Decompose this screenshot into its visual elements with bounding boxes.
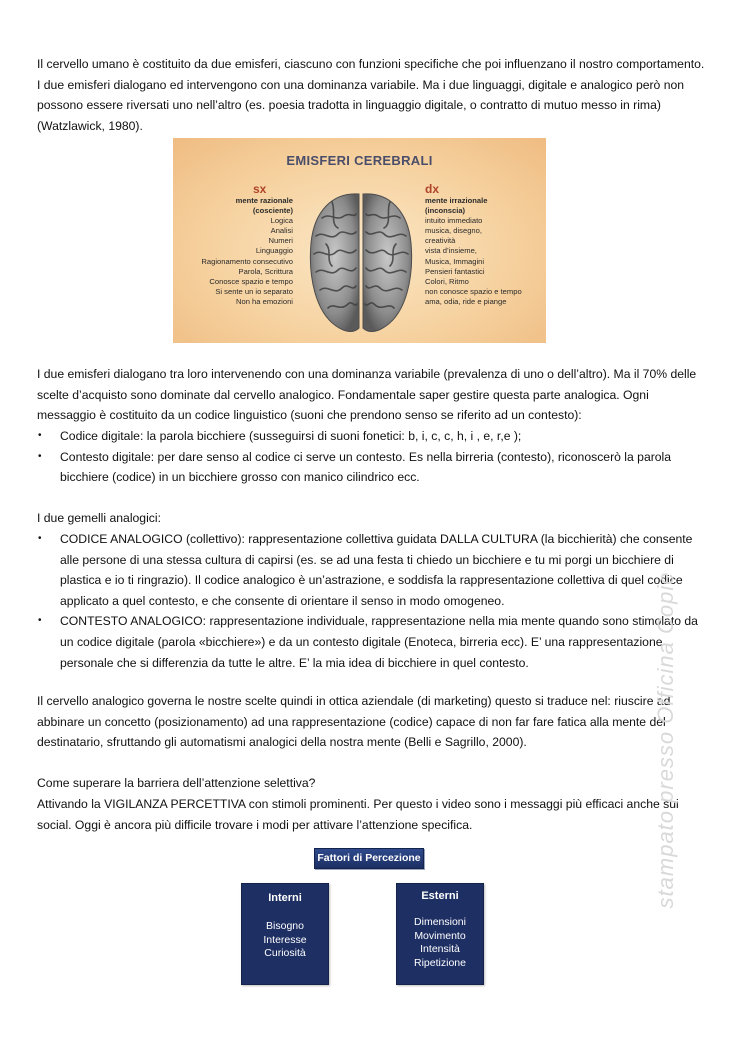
intro-paragraph: Il cervello umano è costituito da due emisferi, ciascuno con funzioni specifiche che poi influenzano il nostro comportamento. I due emisferi dialogano ed intervengono con una dominanza variabile. Ma i due linguaggi, digitale e analogico però non possono essere riversati uno nell’altro (es. poesia tradotta in linguaggio digitale, o contratto di mutuo messo in rima) (Watzlawick, 1980).	[37, 57, 705, 133]
list-item: vista d’insieme,	[425, 246, 477, 256]
list-item: Curiosità	[264, 947, 306, 959]
right-hemisphere-label: dx	[425, 182, 440, 196]
external-factors-heading: Esterni	[421, 890, 459, 902]
perception-factors-title: Fattori di Percezione	[314, 848, 424, 869]
list-item: Bisogno	[266, 920, 304, 932]
list-item: • CONTESTO ANALOGICO: rappresentazione individuale, rappresentazione nella mia mente quando sono stimolato da un codice digitale (parola «bicchiere») e da un contesto digitale (Enoteca, birreria ecc). E’ una rappresentazione personale che si differenzia da tutte le altre. E’ la mia idea di bicchiere in quel contesto.	[37, 611, 709, 673]
list-item: Parola, Scrittura	[238, 266, 293, 276]
list-item: non conosce spazio e tempo	[425, 286, 522, 296]
list-item: Intensità	[420, 943, 460, 955]
list-item: • CODICE ANALOGICO (collettivo): rappresentazione collettiva guidata DALLA CULTURA (la bicchierità) che consente alle persone di una stessa cultura di capirsi (es. se ad una festa ti chiedo un bicchiere e tu mi porgi un bicchiere di plastica e io ti ringrazio). Il codice analogico è un’astrazione, e soddisfa la rappresentazione collettiva di quel codice applicato a quel contesto, e che consente di orientare il senso in modo omogeneo.	[37, 529, 709, 611]
list-item: Colori, Ritmo	[425, 276, 469, 286]
analog-bullet-list	[37, 529, 709, 673]
list-item: • Codice digitale: la parola bicchiere (susseguirsi di suoni fonetici: b, i, c, c, h, i , e, r,e );	[37, 426, 709, 447]
watermark	[653, 560, 678, 920]
list-item: Musica, Immagini	[425, 256, 485, 266]
hemispheres-paragraph: I due emisferi dialogano tra loro intervenendo con una dominanza variabile (prevalenza di uno o dell’altro). Ma il 70% delle scelte d’acquisto sono dominate dal cervello analogico. Fondamentale saper gestire questa parte analogica. Ogni messaggio è costituito da un codice linguistico (suoni che prendono senso se riferito ad un contesto):	[37, 367, 697, 423]
list-item: (cosciente)	[252, 206, 293, 216]
brain-icon	[302, 188, 420, 338]
list-item: musica, disegno,	[425, 226, 482, 236]
list-item: intuito immediato	[425, 216, 483, 226]
gemelli-heading: I due gemelli analogici:	[37, 511, 161, 525]
list-item: Pensieri fantastici	[425, 266, 485, 276]
list-item: ama, odia, ride e piange	[425, 296, 507, 306]
attention-question: Come superare la barriera dell’attenzione selettiva?	[37, 776, 316, 790]
list-item: (inconscia)	[425, 206, 466, 216]
list-item: Analisi	[270, 226, 293, 236]
external-factors-box	[396, 883, 484, 985]
external-factors-list	[397, 916, 483, 970]
internal-factors-heading: Interni	[268, 892, 302, 904]
analog-brain-paragraph: Il cervello analogico governa le nostre scelte quindi in ottica aziendale (di marketing) questo si traduce nel: riuscire ad abbinare un concetto (posizionamento) ad una rappresentazione (codice) capace di non far fare fatica alla mente del destinatario, sfruttando gli automatismi analogici della nostra mente (Belli e Sagrillo, 2000).	[37, 694, 671, 750]
internal-factors-list	[242, 920, 328, 961]
digital-bullet-list	[37, 426, 709, 488]
vigilance-paragraph: Attivando la VIGILANZA PERCETTIVA con stimoli prominenti. Per questo i video sono i messaggi più efficaci anche sui social. Oggi è ancora più difficile trovare i modi per attivare l’attenzione specifica.	[37, 797, 679, 832]
list-item: Dimensioni	[414, 916, 466, 928]
list-item: Linguaggio	[255, 246, 293, 256]
list-item: Non ha emozioni	[236, 296, 293, 306]
list-item: mente irrazionale	[425, 196, 488, 205]
list-item: Logica	[270, 216, 293, 226]
list-item: Ripetizione	[414, 956, 466, 969]
list-item: • Contesto digitale: per dare senso al codice ci serve un contesto. Es nella birreria (contesto), riconoscerò la parola bicchiere (codice) in un bicchiere grosso con manico cilindrico ecc.	[37, 447, 709, 488]
list-item: Si sente un io separato	[215, 286, 293, 296]
list-item: Ragionamento consecutivo	[201, 256, 293, 266]
left-hemisphere-list	[201, 196, 293, 307]
list-item: creatività	[425, 236, 456, 246]
brain-hemispheres-figure	[173, 138, 546, 343]
internal-factors-box	[241, 883, 329, 985]
list-item: Conosce spazio e tempo	[209, 276, 293, 286]
watermark-text: stampato presso Officina Copie	[653, 571, 678, 909]
list-item: Movimento	[414, 929, 466, 942]
list-item: Numeri	[268, 236, 293, 246]
list-item: mente razionale	[235, 196, 293, 205]
right-hemisphere-list	[425, 196, 522, 307]
left-hemisphere-label: sx	[253, 182, 267, 196]
figure-title: EMISFERI CEREBRALI	[286, 153, 433, 168]
list-item: Interesse	[263, 933, 307, 946]
